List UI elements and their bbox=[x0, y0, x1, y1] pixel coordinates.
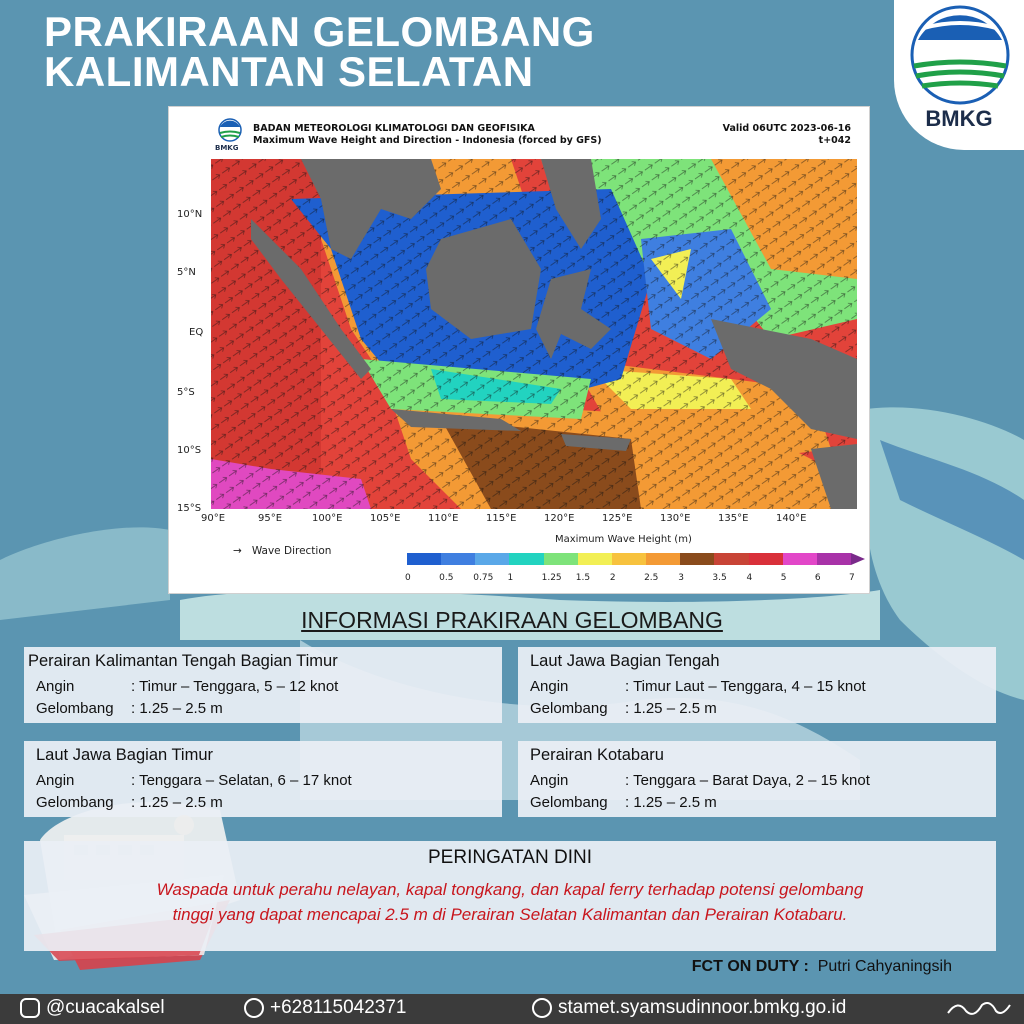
map-agency: BADAN METEOROLOGI KLIMATOLOGI DAN GEOFISIKA bbox=[253, 123, 535, 134]
scale-tick-label: 4 bbox=[746, 573, 753, 583]
globe-icon bbox=[532, 998, 552, 1018]
warning-line-1: Waspada untuk perahu nelayan, kapal tongkang, dan kapal ferry terhadap potensi gelombang bbox=[156, 880, 864, 899]
lon-label-125e: 125°E bbox=[602, 513, 633, 524]
area-name: Laut Jawa Bagian Timur bbox=[36, 746, 214, 764]
wind-row bbox=[36, 678, 338, 695]
logo-text: BMKG bbox=[925, 106, 993, 131]
scale-tick-label: 0.5 bbox=[439, 573, 454, 583]
wave-label: Gelombang bbox=[36, 794, 114, 811]
wave-height-map bbox=[211, 159, 857, 509]
lat-label-5n: 5°N bbox=[177, 267, 196, 278]
map-step: t+042 bbox=[818, 135, 851, 146]
scale-segment bbox=[749, 553, 783, 565]
lat-label-5s: 5°S bbox=[177, 387, 195, 398]
warning-text bbox=[24, 877, 996, 927]
wind-row bbox=[530, 772, 870, 789]
scale-tick-label: 0 bbox=[405, 573, 411, 583]
scale-tick-label: 0.75 bbox=[473, 573, 494, 583]
warning-line-2: tinggi yang dapat mencapai 2.5 m di Perairan Selatan Kalimantan dan Perairan Kotabaru. bbox=[172, 905, 848, 924]
scale-tick-label: 2 bbox=[609, 573, 616, 583]
lon-label-120e: 120°E bbox=[544, 513, 575, 524]
scale-segment bbox=[475, 553, 509, 565]
map-valid-date: Valid 06UTC 2023-06-16 bbox=[722, 123, 851, 134]
forecaster-on-duty bbox=[692, 958, 952, 976]
map-header bbox=[253, 123, 602, 147]
scale-segment bbox=[407, 553, 441, 565]
lon-label-140e: 140°E bbox=[776, 513, 807, 524]
lat-label-15s: 15°S bbox=[177, 503, 202, 514]
lon-label-130e: 130°E bbox=[660, 513, 691, 524]
wind-value: : Tenggara – Barat Daya, 2 – 15 knot bbox=[625, 772, 870, 789]
duty-label: FCT ON DUTY : bbox=[691, 958, 809, 975]
area-name: Perairan Kalimantan Tengah Bagian Timur bbox=[28, 652, 338, 670]
scale-tick-label: 6 bbox=[814, 573, 821, 583]
signature-icon bbox=[944, 997, 1014, 1021]
map-valid-time bbox=[723, 123, 851, 147]
scale-segment bbox=[612, 553, 646, 565]
wave-row bbox=[36, 794, 223, 811]
scale-segment bbox=[544, 553, 578, 565]
lon-label-100e: 100°E bbox=[312, 513, 343, 524]
scale-segment bbox=[441, 553, 475, 565]
scale-end-arrow-icon bbox=[851, 553, 865, 565]
scale-tick-label: 5 bbox=[780, 573, 787, 583]
instagram-icon bbox=[20, 998, 40, 1018]
wave-direction-legend bbox=[233, 545, 331, 557]
map-logo-text: BMKG bbox=[215, 144, 239, 152]
lon-label-90e: 90°E bbox=[201, 513, 226, 524]
wave-map-card bbox=[168, 106, 870, 594]
wind-value: : Tenggara – Selatan, 6 – 17 knot bbox=[131, 772, 352, 789]
wave-label: Gelombang bbox=[36, 700, 114, 717]
early-warning-card bbox=[24, 841, 996, 951]
wind-row bbox=[530, 678, 866, 695]
area-name: Perairan Kotabaru bbox=[530, 746, 664, 764]
area-card-jawa-tengah bbox=[518, 647, 996, 723]
lon-label-115e: 115°E bbox=[486, 513, 517, 524]
phone-number: +628115042371 bbox=[270, 997, 407, 1018]
wave-row bbox=[530, 700, 717, 717]
title-line-1: PRAKIRAAN GELOMBANG bbox=[44, 8, 595, 55]
scale-tick-label: 1.5 bbox=[575, 573, 591, 583]
arrow-right-icon: → bbox=[233, 545, 242, 557]
scale-tick-label: 1 bbox=[507, 573, 514, 583]
website-link[interactable] bbox=[532, 997, 846, 1019]
scale-tick-label: 7 bbox=[849, 573, 855, 583]
lon-label-110e: 110°E bbox=[428, 513, 459, 524]
bmkg-emblem-icon bbox=[894, 0, 1024, 105]
scale-segment bbox=[817, 553, 851, 565]
wave-value: : 1.25 – 2.5 m bbox=[131, 794, 223, 811]
title-line-2: KALIMANTAN SELATAN bbox=[44, 48, 534, 95]
wave-label: Gelombang bbox=[530, 794, 608, 811]
lon-label-135e: 135°E bbox=[718, 513, 749, 524]
wind-label: Angin bbox=[36, 678, 75, 695]
warning-title: PERINGATAN DINI bbox=[428, 847, 592, 868]
wave-row bbox=[36, 700, 223, 717]
scale-tick-label: 2.5 bbox=[644, 573, 659, 583]
instagram-handle: @cuacakalsel bbox=[46, 997, 165, 1018]
wave-map-svg bbox=[211, 159, 857, 509]
area-card-jawa-timur bbox=[24, 741, 502, 817]
lat-label-10n: 10°N bbox=[177, 209, 203, 220]
page-title bbox=[44, 8, 595, 95]
area-card-kotabaru bbox=[518, 741, 996, 817]
scale-segment bbox=[714, 553, 748, 565]
bmkg-logo bbox=[894, 0, 1024, 150]
scale-segment bbox=[783, 553, 817, 565]
wave-direction-label: Wave Direction bbox=[251, 545, 332, 557]
wave-row bbox=[530, 794, 717, 811]
wind-label: Angin bbox=[530, 678, 569, 695]
scale-tick-label: 3.5 bbox=[712, 573, 727, 583]
map-subtitle: Maximum Wave Height and Direction - Indonesia (forced by GFS) bbox=[253, 135, 602, 146]
wind-label: Angin bbox=[530, 772, 569, 789]
scale-tick-label: 3 bbox=[678, 573, 684, 583]
area-card-kalteng-timur bbox=[24, 647, 502, 723]
lat-label-10s: 10°S bbox=[177, 445, 202, 456]
lon-label-105e: 105°E bbox=[370, 513, 401, 524]
lat-label-eq: EQ bbox=[189, 327, 204, 338]
website-url: stamet.syamsudinnoor.bmkg.go.id bbox=[558, 997, 847, 1018]
footer-bar bbox=[0, 994, 1024, 1024]
wave-label: Gelombang bbox=[530, 700, 608, 717]
whatsapp-icon bbox=[244, 998, 264, 1018]
wind-row bbox=[36, 772, 352, 789]
color-scale-bar bbox=[407, 553, 851, 565]
area-name: Laut Jawa Bagian Tengah bbox=[530, 652, 720, 670]
info-section-title: INFORMASI PRAKIRAAN GELOMBANG bbox=[301, 607, 723, 633]
wave-value: : 1.25 – 2.5 m bbox=[131, 700, 223, 717]
duty-name: Putri Cahyaningsih bbox=[817, 958, 952, 975]
scale-segment bbox=[646, 553, 680, 565]
scale-segment bbox=[578, 553, 612, 565]
wind-value: : Timur – Tenggara, 5 – 12 knot bbox=[131, 678, 339, 695]
wind-label: Angin bbox=[36, 772, 75, 789]
scale-segment bbox=[680, 553, 714, 565]
lon-label-95e: 95°E bbox=[258, 513, 283, 524]
scale-tick-label: 1.25 bbox=[541, 573, 562, 583]
wave-value: : 1.25 – 2.5 m bbox=[625, 700, 717, 717]
scale-segment bbox=[509, 553, 543, 565]
phone-link[interactable] bbox=[244, 997, 407, 1019]
wind-value: : Timur Laut – Tenggara, 4 – 15 knot bbox=[625, 678, 866, 695]
scale-title: Maximum Wave Height (m) bbox=[555, 534, 692, 545]
wave-value: : 1.25 – 2.5 m bbox=[625, 794, 717, 811]
instagram-link[interactable] bbox=[20, 997, 165, 1019]
